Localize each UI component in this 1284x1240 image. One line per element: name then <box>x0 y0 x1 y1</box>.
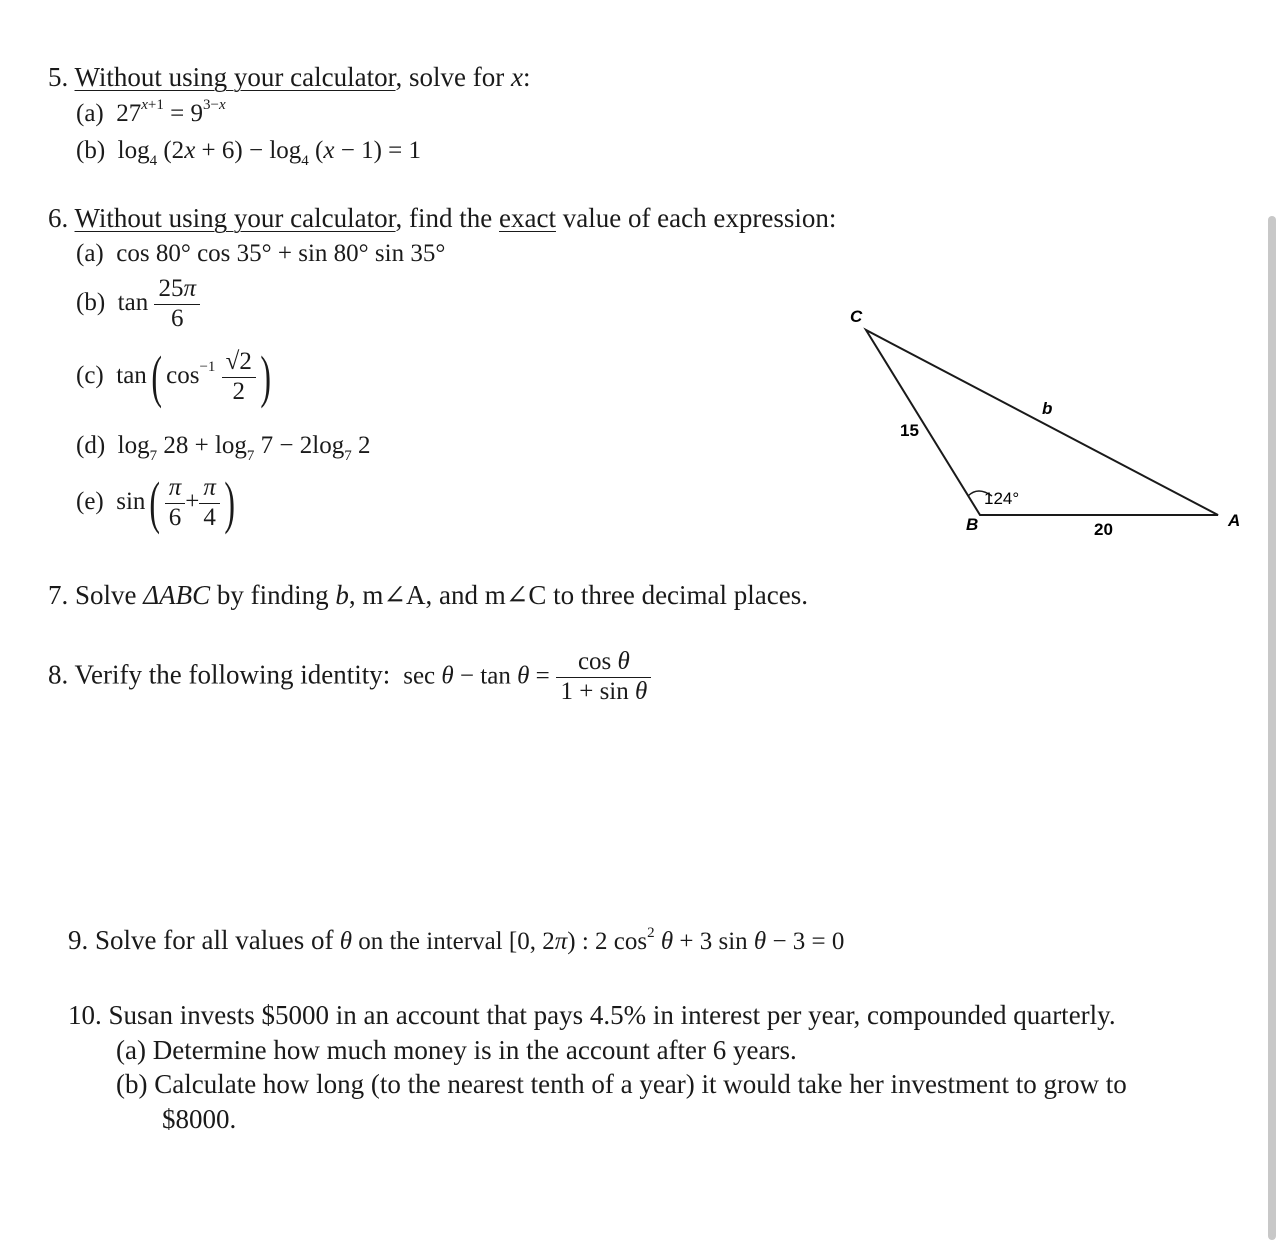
problem-6a: (a) cos 80° cos 35° + sin 80° sin 35° <box>76 240 446 267</box>
problem-6e: (e) sin( $\frac{\pi}{6}$ + $\frac{\pi}{4}$ ) <box>76 470 235 536</box>
vertex-c-label: C <box>850 307 863 326</box>
problem-7: 7. Solve ΔABC by finding b, m∠A, and m∠C to three decimal places. <box>48 580 808 610</box>
problem-5-heading: 5. Without using your calculator, solve for x: <box>48 62 531 92</box>
problem-10b: (b) Calculate how long (to the nearest tenth of a year) it would take her investment to grow to <box>116 1069 1127 1099</box>
side-ba-label: 20 <box>1094 520 1113 539</box>
side-ca-label: b <box>1042 399 1053 418</box>
problem-6-heading: 6. Without using your calculator, find the exact value of each expression: <box>48 203 837 233</box>
vertex-b-label: B <box>966 515 979 534</box>
problem-5b: (b) $\log_4 (2x + 6) - \log_4 (x - 1) = 1$ <box>76 137 421 169</box>
side-cb-label: 15 <box>900 421 919 440</box>
problem-10b-continued: $8000. <box>162 1104 237 1134</box>
vertical-scrollbar[interactable] <box>1268 216 1276 1240</box>
angle-b-label: 124° <box>984 489 1020 508</box>
problem-6c: (c) tan( $\cos^{-1}$ $\frac{√2}{2}$ ) <box>76 344 271 410</box>
problem-9: 9. Solve for all values of θ on the interval [0, 2π) : 2 $\cos^2 \theta + 3$ sin θ − 3 = 0 <box>68 925 845 955</box>
problem-8: 8. Verify the following identity: sec θ − tan θ = $\frac{\text{cos θ}}{\text{1 + sin θ}}$ <box>48 648 651 707</box>
vertex-a-label: A <box>1228 511 1241 530</box>
problem-10a: (a) Determine how much money is in the account after 6 years. <box>116 1035 797 1065</box>
problem-5a: (a) $27^{x+1} = 9^{3-x}$ <box>76 97 226 127</box>
problem-6b: (b) tan $\frac{25\pi}{6}$ <box>76 275 200 334</box>
problem-6d: (d) $\log_7 28 + \log_7 7 - 2\log_7$ 2 <box>76 432 371 464</box>
triangle-abc-figure <box>840 300 1260 550</box>
problem-10-line-1: 10. Susan invests $5000 in an account that pays 4.5% in interest per year, compounded quarterly. <box>68 1000 1116 1030</box>
